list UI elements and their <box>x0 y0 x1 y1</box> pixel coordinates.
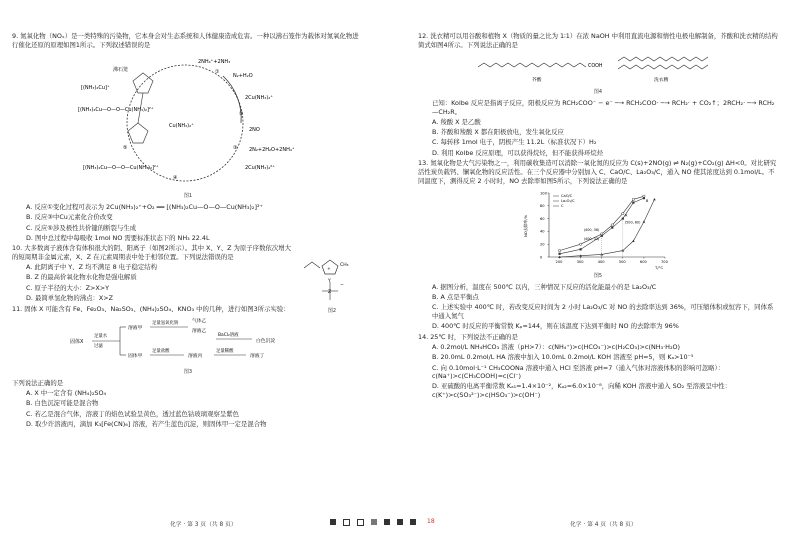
annotation: (400, 36) <box>583 228 600 233</box>
diagram-label: [(NH₃)₂Cu—O—O—Cu(NH₃)₂]²⁺ <box>83 165 159 172</box>
series-line <box>560 198 644 254</box>
option-a: A. 据图分析，温度在 500℃ 以内，三种情况下反应的活化能最小的是 La₂O₃/C <box>432 282 657 291</box>
structure-label: Y <box>328 279 331 285</box>
point-label: B <box>645 199 649 204</box>
no-removal-chart <box>523 187 673 271</box>
data-point <box>558 253 560 255</box>
x-tick-label: 300 <box>576 260 584 265</box>
flow-node: BaCl₂溶液 <box>218 333 239 339</box>
marker-square-icon <box>410 519 416 525</box>
question-12-stem: 12. 洗衣精可以用谷酸和植物 X（物质的量之比为 1∶1）在浓 NaOH 中利用直流电源和惰性电极电解制备，芥酸和洗衣精的结构简式如图4所示。下列说法正确的是 <box>418 32 778 49</box>
marker-square-icon <box>330 519 336 525</box>
product-skeleton <box>618 57 708 61</box>
ionic-liquid-structure <box>300 254 364 304</box>
diagram-label: 2N₂+2H₂O+2NH₄⁺ <box>249 147 295 154</box>
flow-node: 白色沉淀 <box>256 339 276 345</box>
x-tick-label: 700 <box>661 260 668 265</box>
figure-4-caption: 图4 <box>593 89 603 96</box>
chart-series <box>553 194 656 258</box>
structure-label: − <box>340 283 344 289</box>
left-page <box>12 32 364 431</box>
data-point <box>653 198 656 200</box>
marker-square-icon <box>371 519 377 525</box>
data-point <box>579 243 581 245</box>
question-10-stem: 10. 大多数离子液体含有体积很大的阴、阳离子（如图2所示）。其中 X、Y、Z 为原子序数依次增大的短周期非金属元素，X、Z 在元素周期表中处于相邻位置。下列说法错误的是 <box>12 244 292 262</box>
structure-label: CH₃ <box>340 263 349 269</box>
product-skeleton <box>618 65 708 69</box>
flow-node: 气体乙 <box>192 319 207 325</box>
y-tick-label: 100 <box>540 191 547 196</box>
flow-node: 足量稀酸 <box>216 349 234 355</box>
option-d: D. 亚硫酸的电离平衡常数 Kₐ₁=1.4×10⁻²，Kₐ₂=6.0×10⁻⁸，向稀 KOH 溶液中通入 SO₂ 至溶液呈中性：c(K⁺)>c(SO₃²⁻)>c(HSO₃⁻)>c(OH⁻) <box>432 382 732 400</box>
question-12 <box>418 32 778 157</box>
diagram-label: 2NO <box>249 127 260 134</box>
option-b: B. Z 的最高价氧化物水化物是强电解质 <box>26 273 137 282</box>
question-14 <box>418 333 778 400</box>
structure-name: 洗衣精 <box>654 78 669 84</box>
x-tick-label: 600 <box>639 260 647 265</box>
question-9-stem: 9. 氮氧化物（NOₓ）是一类特殊的污染物，它本身会对生态系统和人体健康造成危害。一种以沸石笼作为载体对氮氧化物进行催化还原的原理如图1所示。下列叙述错误的是 <box>12 32 359 49</box>
flow-node: 溶液丙 <box>188 354 203 360</box>
option-b: B. 反应③中Cu元素化合价改变 <box>26 213 113 222</box>
option-c: C. 向 0.10mol·L⁻¹ CH₃COONa 溶液中通入 HCl 至溶液 pH=7（通入气体对溶液体积的影响可忽略）：c(Na⁺)>c(CH₃COOH)=c(Cl⁻) <box>432 363 725 381</box>
kolbe-note: 已知：Kolbe 反应是指离子反应，阳极反应为 RCH₂COO⁻ − e⁻ ─→ RCH₂COO· ─→ RCH₂· + CO₂↑；2RCH₂· ─→ RCH₂—CH₂R。 <box>432 99 775 116</box>
flow-node: 固体甲 <box>128 354 143 360</box>
figure-1-caption: 图1 <box>183 193 193 200</box>
step-number: ③ <box>233 145 238 152</box>
zeolite-cage-icon <box>128 123 148 143</box>
y-tick-label: 80 <box>540 204 545 209</box>
catalytic-cycle-diagram <box>73 51 303 191</box>
flow-node: 过滤 <box>94 344 103 350</box>
option-b: B. 白色沉淀可能是混合物 <box>26 399 99 408</box>
question-13 <box>418 159 778 331</box>
flow-node: 足量盐酸 <box>152 349 170 355</box>
x-tick-label: 400 <box>597 260 605 265</box>
footer-right-page-number: 化学 · 第 4 页（共 8 页） <box>570 522 637 528</box>
question-14-stem: 14. 25℃ 时，下列说法不正确的是 <box>418 332 518 341</box>
option-d: D. 最简单氢化物的沸点：X>Z <box>26 293 114 302</box>
option-d: D. 取少许溶液丙，滴加 K₃[Fe(CN)₆] 溶液，若产生蓝色沉淀，则固体甲一定是混合物 <box>26 419 267 428</box>
option-c: C. 原子半径的大小：Z>X>Y <box>26 283 110 292</box>
option-a: A. X 中一定含有 (NH₄)₂SO₄ <box>26 389 107 398</box>
diagram-label: 2NH₄⁺+2NH₃ <box>198 59 231 66</box>
structure-name: 芥酸 <box>532 78 542 84</box>
data-point <box>632 198 634 200</box>
flow-node: 溶液乙 <box>192 329 207 335</box>
data-point <box>611 227 613 229</box>
erucic-acid-skeleton <box>478 63 586 67</box>
legend-entry: C <box>561 204 564 209</box>
option-b: B. 20.0mL 0.2mol/L HA 溶液中加入 10.0mL 0.2mol/L KOH 溶液至 pH=5，则 Kₐ>10⁻⁵ <box>432 353 694 362</box>
flow-node: 溶液丁 <box>250 354 265 360</box>
right-page <box>418 32 778 402</box>
option-c: C. 反应⑤涉及极性共价键的断裂与生成 <box>26 223 137 232</box>
option-c: C. 每转移 1mol 电子，阴极产生 11.2L（标准状况下）H₂ <box>432 138 597 147</box>
footer-left-page-number: 化学 · 第 3 页（共 8 页） <box>170 522 237 528</box>
x-axis-label: T/°C <box>655 265 664 271</box>
structure-label: Z <box>328 290 332 296</box>
diagram-label: N₂+H₂O <box>233 73 253 80</box>
chart-labels <box>584 199 649 257</box>
flow-node: 足量水 <box>94 334 108 340</box>
x-tick-label: 200 <box>555 260 563 265</box>
option-b: B. 芥酸和羧酸 X 都在阳极放电，发生氧化反应 <box>432 128 564 137</box>
diagram-label: 沸石笼 <box>113 67 129 74</box>
diagram-label: [(NH₃)₂Cu]⁺ <box>81 85 110 92</box>
question-11-stem: 11. 固体 X 可能含有 Fe、Fe₂O₃、Na₂SO₃、(NH₄)₂SO₄、KNO₃ 中的几种，进行如图3所示实验： <box>12 304 290 313</box>
data-point <box>643 195 645 197</box>
option-a: A. 羧酸 X 是乙酸 <box>432 117 481 126</box>
flow-node: 溶液甲 <box>128 326 143 332</box>
diagram-label: 2Cu(NH₃)₂⁺ <box>245 95 273 102</box>
y-axis-label: NO去除率/% <box>523 215 528 238</box>
y-tick-label: 20 <box>540 242 545 247</box>
step-number: ④ <box>173 175 178 182</box>
legend-entry: CaO/C <box>561 194 573 199</box>
marker-square-icon <box>384 519 390 525</box>
option-a: A. 反应①变化过程可表示为 2Cu(NH₃)₂⁺+O₂ ══ [(NH₃)₂Cu—O—O—Cu(NH₃)₂]²⁺ <box>26 203 263 212</box>
question-9 <box>12 32 364 242</box>
marker-square-icon <box>397 519 403 525</box>
option-b: B. A 点是平衡点 <box>432 293 479 302</box>
marker-square-icon <box>357 519 364 526</box>
figure-4 <box>468 51 728 87</box>
diagram-label: [(NH₃)₄Cu—O—O—Cu(NH₃)₂]²⁺ <box>78 107 154 114</box>
legend-entry: La₂O₃/C <box>561 199 575 204</box>
figure-5 <box>523 187 673 271</box>
step-number: ⑤ <box>123 145 128 152</box>
structure-formulas <box>468 51 728 87</box>
option-d: D. 利用 Kolbe 反应原理，可以获得烷烃，但不能获得环烷烃 <box>432 148 604 157</box>
marker-square-icon <box>343 519 350 526</box>
y-tick-label: 0 <box>540 255 543 260</box>
option-a: A. 0.2mol/L NH₄HCO₃ 溶液（pH>7）：c(NH₄⁺)>c(HCO₃⁻)>c(H₂CO₃)>c(NH₃·H₂O) <box>432 343 681 352</box>
structure-label: COOH <box>588 64 603 70</box>
question-11-lead: 下列说法正确的是 <box>12 378 64 387</box>
step-number: ① <box>215 69 220 76</box>
data-point <box>643 221 646 223</box>
annotation: (400, 33) <box>583 237 600 242</box>
experiment-flowchart <box>68 315 308 367</box>
question-13-stem: 13. 氮氧化物是大气污染物之一，利用碳收集造可以消除一氧化氮的反应为 C(s)+2NO(g) ⇌ N₂(g)+CO₂(g) ΔH<0。对比研究活性炭负载钙、镧氧化物的反应活性。在三个反应器中分别加入 C、CaO/C、La₂O₃/C，通入 NO 使其浓度达到 0.1mol/L。不同温度下，测得反应 2 小时时，NO 去除率如图5所示，下列说法正确的是 <box>418 159 777 185</box>
figure-1 <box>73 51 303 191</box>
data-point <box>580 248 582 250</box>
option-c: C. 若乙是混合气体，溶液丁的焰色试验呈黄色，透过蓝色钴玻璃观察呈紫色 <box>26 409 240 418</box>
figure-2-caption: 图2 <box>327 308 337 315</box>
option-d: D. 图中总过程中每吸收 1mol NO 需要标准状态下的 NH₃ 22.4L <box>26 233 210 242</box>
option-a: A. 此阴离子中 Y、Z 均不满足 8 电子稳定结构 <box>26 263 158 272</box>
data-point <box>611 224 613 226</box>
option-d: D. 400℃ 时反应的平衡常数 Kₚ=144，则在该温度下达到平衡时 NO 的去除率为 96% <box>432 322 679 331</box>
y-tick-label: 40 <box>540 229 545 234</box>
series-line <box>560 200 655 258</box>
diagram-label: 2Cu(NH₃)₂²⁺ <box>245 165 275 172</box>
figure-3-caption: 图3 <box>183 369 193 376</box>
flow-node: 足量氢氧化钠 <box>152 321 179 327</box>
option-c: C. 上述实验中 400℃ 时，若改变反应时间为 2 小时 La₂O₃/C 对 NO 的去除率达到 36%，可压缩体积或恒容下，同体系中通入氮气 <box>432 303 774 321</box>
point-label: A <box>624 213 628 218</box>
flow-node: 固体X <box>70 339 84 346</box>
sheet-number: 18 <box>427 518 435 525</box>
x-tick-label: 500 <box>618 260 626 265</box>
data-point <box>632 202 634 204</box>
figure-5-caption: 图5 <box>593 273 603 280</box>
step-number: ② <box>239 111 244 118</box>
question-11 <box>12 305 364 429</box>
page-marker-bar <box>330 518 435 526</box>
figure-3 <box>68 315 308 367</box>
annotation: (500, 60) <box>624 220 641 225</box>
diagram-label: Cu(NH₃)₂⁺ <box>169 123 194 130</box>
data-point <box>622 212 624 214</box>
y-tick-label: 60 <box>540 217 545 222</box>
structure-label: + <box>327 267 331 273</box>
figure-2 <box>300 254 364 315</box>
data-point <box>558 250 560 252</box>
